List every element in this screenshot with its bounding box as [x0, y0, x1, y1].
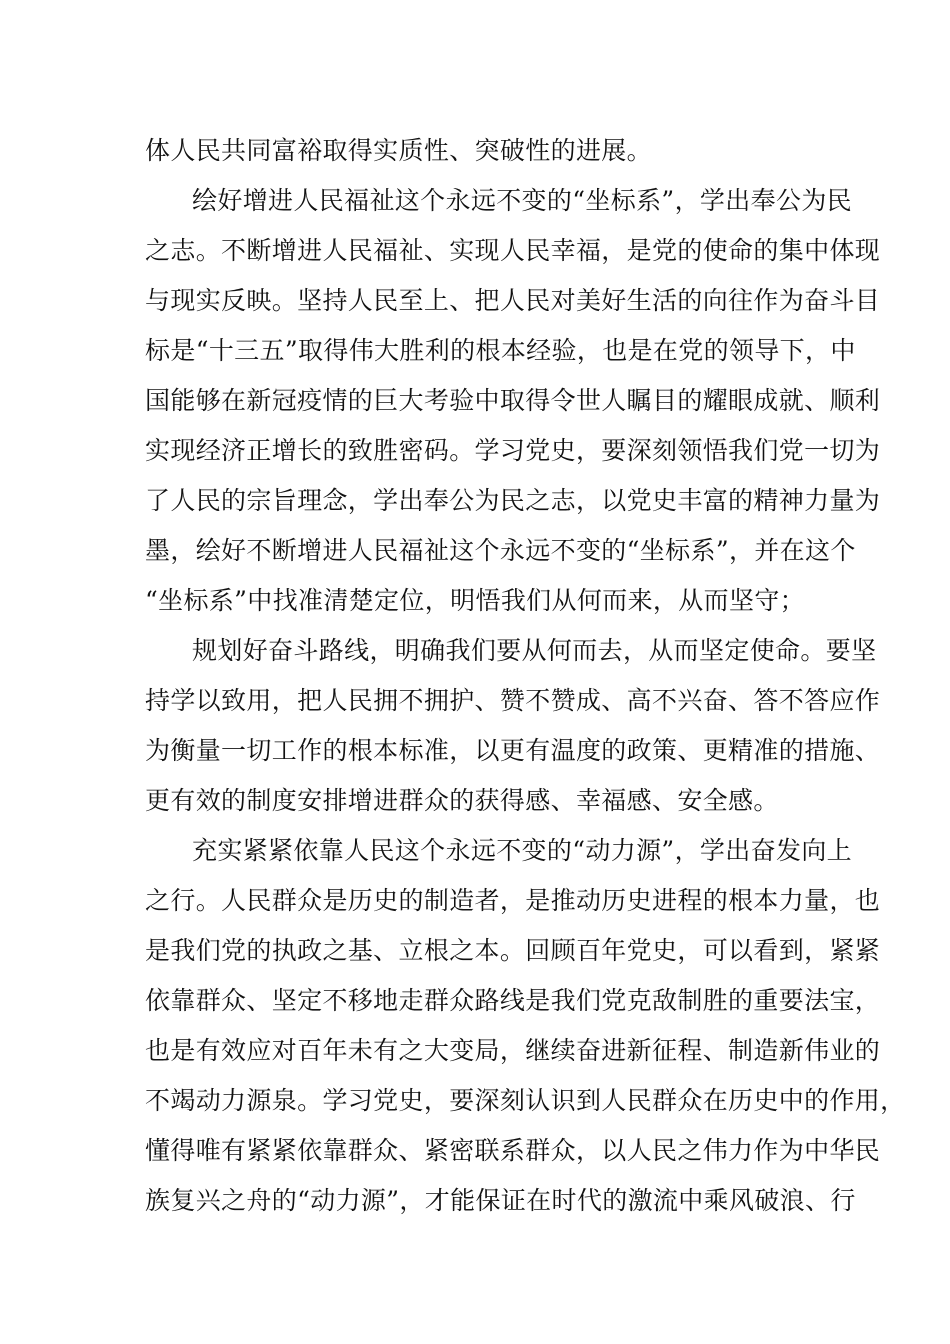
text-line: “坐标系”中找准清楚定位，明悟我们从何而来，从而坚守；	[145, 586, 806, 615]
text-line: 之行。人民群众是历史的制造者，是推动历史进程的根本力量，也	[145, 886, 881, 915]
text-line: 不竭动力源泉。学习党史，要深刻认识到人民群众在历史中的作用，	[145, 1086, 906, 1115]
text-line: 实现经济正增长的致胜密码。学习党史，要深刻领悟我们党一切为	[145, 436, 881, 465]
text-line: 墨，绘好不断增进人民福祉这个永远不变的“坐标系”，并在这个	[145, 536, 856, 565]
paragraph-first-line: 规划好奋斗路线，明确我们要从何而去，从而坚定使命。要坚	[192, 636, 877, 665]
text-line: 为衡量一切工作的根本标准，以更有温度的政策、更精准的措施、	[145, 736, 881, 765]
text-line: 族复兴之舟的“动力源”，才能保证在时代的激流中乘风破浪、行	[145, 1186, 856, 1215]
text-line: 懂得唯有紧紧依靠群众、紧密联系群众，以人民之伟力作为中华民	[145, 1136, 881, 1165]
text-line: 持学以致用，把人民拥不拥护、赞不赞成、高不兴奋、答不答应作	[145, 686, 881, 715]
paragraph-first-line: 充实紧紧依靠人民这个永远不变的“动力源”，学出奋发向上	[192, 836, 853, 865]
text-line: 依靠群众、坚定不移地走群众路线是我们党克敌制胜的重要法宝，	[145, 986, 881, 1015]
text-line: 国能够在新冠疫情的巨大考验中取得令世人瞩目的耀眼成就、顺利	[145, 386, 881, 415]
text-line: 之志。不断增进人民福祉、实现人民幸福，是党的使命的集中体现	[145, 236, 881, 265]
text-line: 了人民的宗旨理念，学出奉公为民之志，以党史丰富的精神力量为	[145, 486, 881, 515]
text-line: 与现实反映。坚持人民至上、把人民对美好生活的向往作为奋斗目	[145, 286, 881, 315]
paragraph-first-line: 绘好增进人民福祉这个永远不变的“坐标系”，学出奉公为民	[192, 186, 853, 215]
text-line: 体人民共同富裕取得实质性、突破性的进展。	[145, 136, 653, 165]
text-line: 标是“十三五”取得伟大胜利的根本经验，也是在党的领导下，中	[145, 336, 856, 365]
text-line: 更有效的制度安排增进群众的获得感、幸福感、安全感。	[145, 786, 779, 815]
text-line: 也是有效应对百年未有之大变局，继续奋进新征程、制造新伟业的	[145, 1036, 881, 1065]
text-line: 是我们党的执政之基、立根之本。回顾百年党史，可以看到，紧紧	[145, 936, 881, 965]
